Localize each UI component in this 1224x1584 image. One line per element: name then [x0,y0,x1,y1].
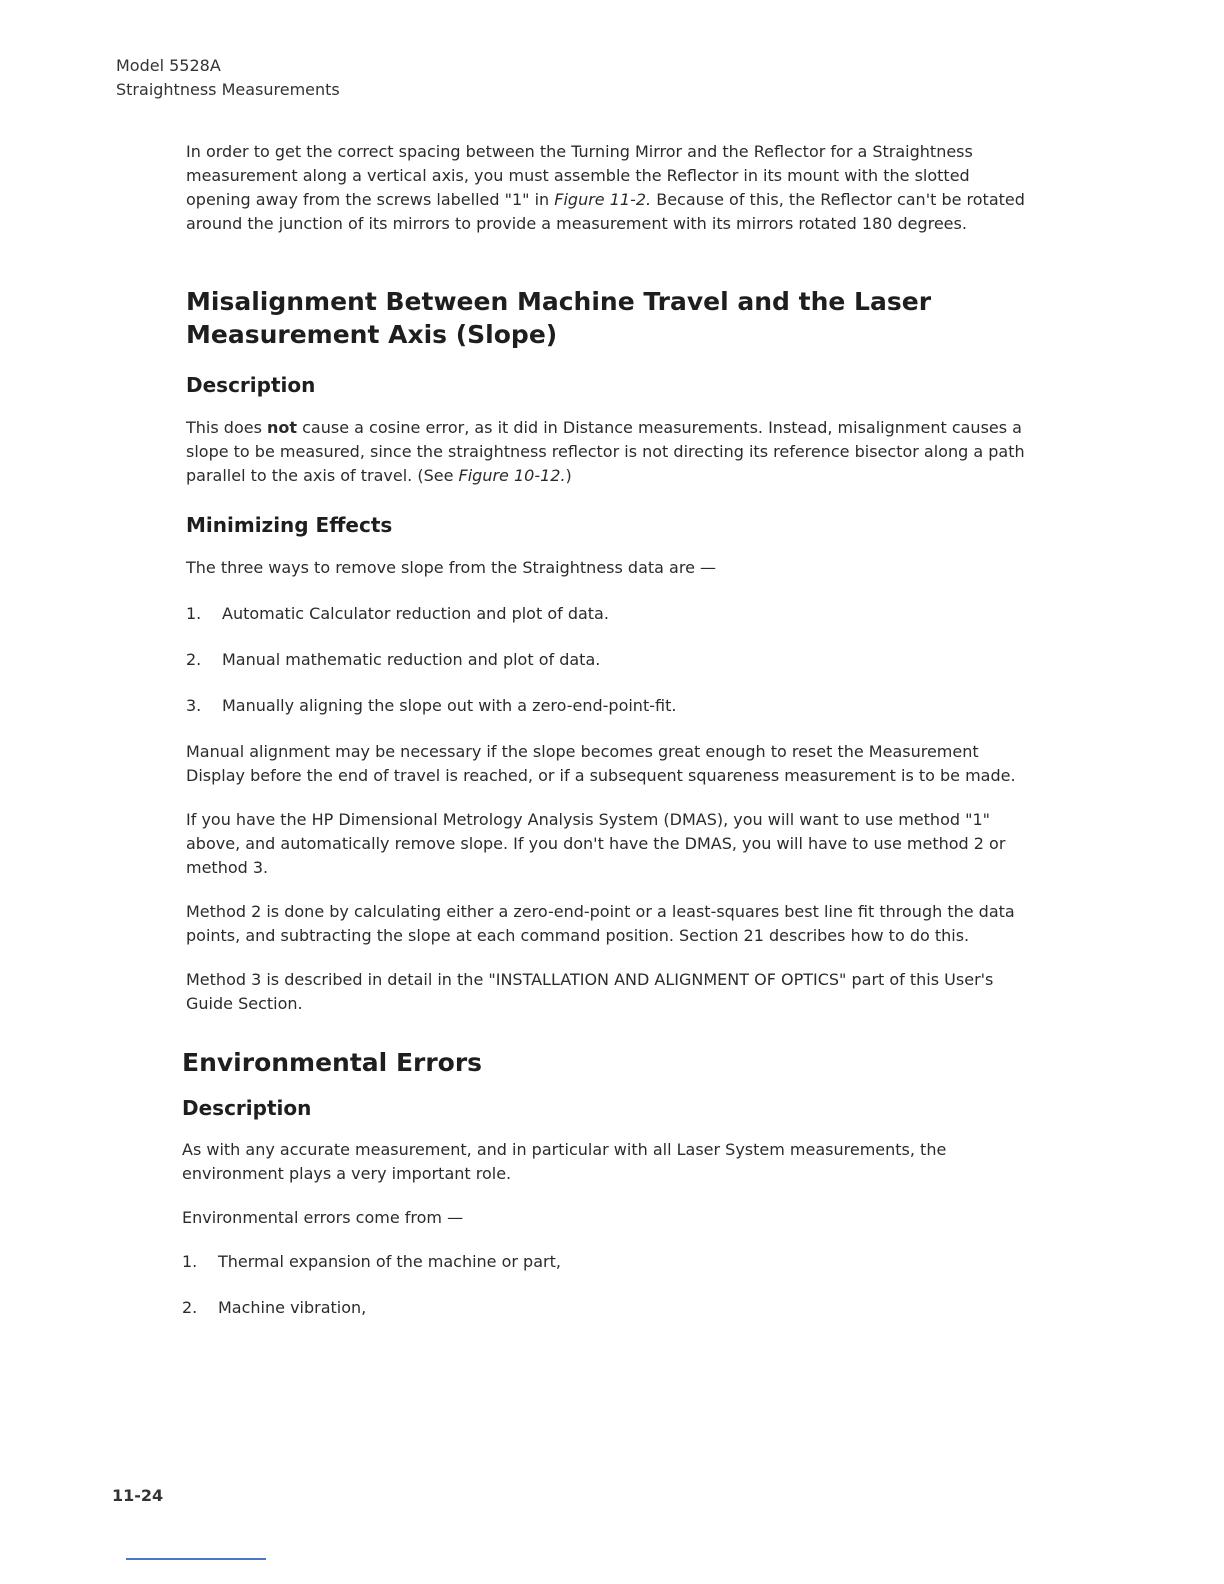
header-section: Straightness Measurements [116,80,340,99]
list-number: 1. [182,1252,198,1271]
desc-text-cont: cause a cosine error, as it did in Distance measurements. Instead, misalignment causes a slope to be measured, since the straightness reflector is not directing its reference bisector along a path parallel to the axis of travel. (See [186,418,1025,485]
list-number: 2. [182,1298,198,1317]
environmental-heading: Environmental Errors [182,1048,483,1077]
list-number: 2. [186,650,202,669]
header-model: Model 5528A [116,56,221,75]
figure-reference: Figure 11-2. [554,190,652,209]
intro-text-cont: Because of this, the Reflector can't be rotated around the junction of its mirrors to provide a measurement with its mirrors rotated 180 degrees. [186,190,1025,233]
misalignment-description-heading: Description [186,373,316,397]
environmental-description-heading: Description [182,1096,312,1120]
desc-text-end: ) [565,466,572,485]
list-text: Automatic Calculator reduction and plot of data. [222,604,609,623]
figure-reference: Figure 10-12. [458,466,566,485]
list-text: Manual mathematic reduction and plot of data. [222,650,601,669]
environmental-sources-intro: Environmental errors come from — [182,1208,464,1227]
misalignment-description [186,416,1026,488]
method-2-paragraph: Method 2 is done by calculating either a zero-end-point or a least-squares best line fit through the data points, and subtracting the slope at each command position. Section 21 describes how to do this. [186,902,1015,945]
list-text: Manually aligning the slope out with a zero-end-point-fit. [222,696,677,715]
running-header [116,54,340,102]
desc-text: This does [186,418,267,437]
list-number: 1. [186,604,202,623]
list-item [182,1296,1026,1320]
intro-paragraph [186,140,1026,236]
list-number: 3. [186,696,202,715]
page-number: 11-24 [112,1486,164,1505]
misalignment-heading: Misalignment Between Machine Travel and the Laser Measurement Axis (Slope) [186,287,932,349]
page-body [182,140,1026,1320]
manual-alignment-paragraph: Manual alignment may be necessary if the slope becomes great enough to reset the Measurement Display before the end of travel is reached, or if a subsequent squareness measurement is to be made. [186,742,1016,785]
list-text: Thermal expansion of the machine or part, [218,1252,561,1271]
dmas-paragraph: If you have the HP Dimensional Metrology Analysis System (DMAS), you will want to use method "1" above, and automatically remove slope. If you don't have the DMAS, you will have to use method 2 or method 3. [186,810,1006,877]
list-item [186,694,1026,718]
list-text: Machine vibration, [218,1298,367,1317]
list-item [186,602,1026,626]
list-item [186,648,1026,672]
environmental-paragraph: As with any accurate measurement, and in particular with all Laser System measurements, the environment plays a very important role. [182,1140,947,1183]
desc-emphasis: not [267,418,298,437]
method-3-paragraph: Method 3 is described in detail in the "INSTALLATION AND ALIGNMENT OF OPTICS" part of this User's Guide Section. [186,970,994,1013]
intro-text: In order to get the correct spacing between the Turning Mirror and the Reflector for a Straightness measurement along a vertical axis, you must assemble the Reflector in its mount with the slotted opening away from the screws labelled "1" in [186,142,973,209]
list-item [182,1250,1026,1274]
minimizing-effects-heading: Minimizing Effects [186,513,393,537]
ways-intro: The three ways to remove slope from the Straightness data are — [186,558,717,577]
footer-rule [126,1558,266,1560]
